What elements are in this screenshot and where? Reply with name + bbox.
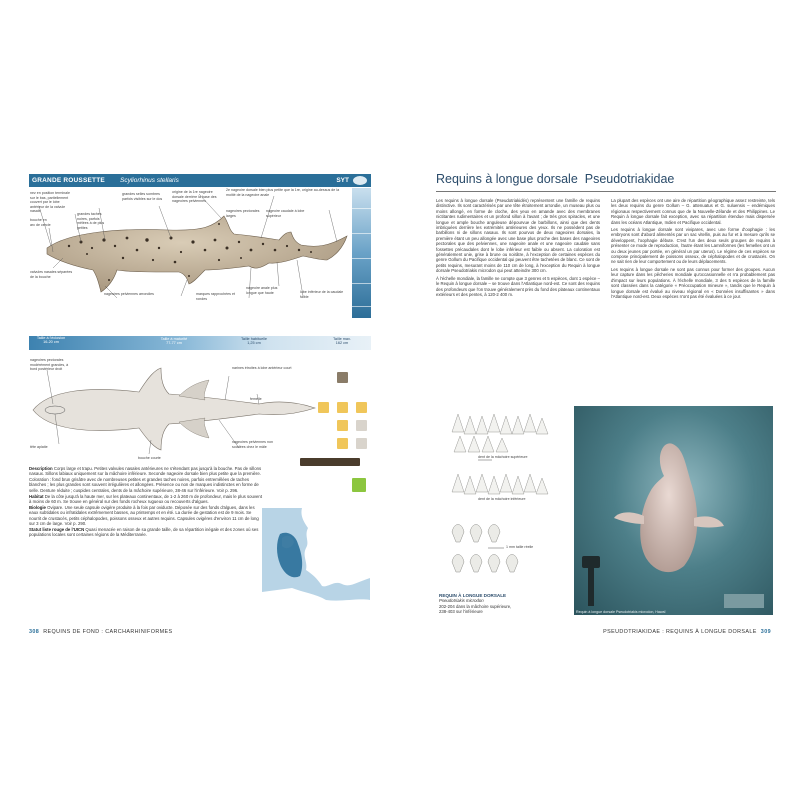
depth-gauge <box>352 188 371 318</box>
status-badge <box>352 478 366 492</box>
callout-anal-fin: nageoire anale plus longue que haute <box>246 286 278 295</box>
size-maturity: Taille à maturité 77-77 cm <box>160 337 188 346</box>
photo-shark <box>640 443 697 572</box>
callout-close-marks: marques rapprochées et rondes <box>196 292 235 301</box>
title-divider <box>436 191 776 192</box>
left-footer <box>29 629 173 635</box>
thumbnail-icon <box>318 402 329 413</box>
chapter-title <box>436 172 674 186</box>
size-scale-band <box>29 336 371 350</box>
running-head-left: REQUINS DE FOND : CARCHARHINIFORMES <box>43 629 173 635</box>
callout-second-dorsal: 2e nageoire dorsale bien plus petite que la 1re, origine au-dessus de la moitié de la nageoire anale <box>226 188 340 197</box>
callout-pectoral-moderate: nageoires pectorales modérément grandes, à bord postérieur droit <box>30 358 69 372</box>
species-header-bar <box>29 174 371 187</box>
callout-pelvic-rounded: nageoires pelviennes arrondies <box>104 292 154 296</box>
thumbnail-photo <box>337 372 348 383</box>
thumbnail-icon <box>356 438 367 449</box>
range-map <box>262 508 370 620</box>
caption-latin: Pseudotriakis microdon <box>439 598 484 604</box>
species-common-name: GRANDE ROUSSETTE <box>32 176 105 184</box>
thumbnail-icon <box>337 420 348 431</box>
page-number-right: 309 <box>760 629 771 635</box>
eye-icon <box>353 176 367 185</box>
thumbnail-icon <box>356 420 367 431</box>
thumbnail-icon <box>356 402 367 413</box>
column-2-paragraph: Les requins à longue dorsale ne sont pas connus pour former des groupes. Aucun leur capture dans les pêcheries mondiale qu'occasionnelle et n'a probablement pas d'impact sur leurs populations. À l'échelle mondiale, 3 des 5 espèces de la famille sont classées dans la catégorie « Préoccupation mineure », tandis que le Requin à longue dorsale est évalué au niveau régional en « Données insuffisantes » dans l'Atlantique nord-est. Deux espèces n'ont pas été évaluées à ce jour. <box>611 266 775 299</box>
callout-caudal-lobe: nageoire caudale à lobe supérieur <box>266 209 305 218</box>
species-caption <box>439 593 564 615</box>
callout-large-spots: grandes taches noires, parfois mêlées à de plus petites <box>77 212 105 230</box>
biology-paragraph: Biologie Ovipare. Une seule capsule ovigère produite à la fois par oviducte. Déposée sur des fonds d'algues, dans les eaux subtidales ou infratidales extrêmement basses, au printemps et en été. La durée de gestation est de 9 mois. Se nourrit de crustacés, petits céphalopodes, poissons osseux et autres requins. Capsules ovigères d'environ 11 cm de long sur 3 cm de large. Voir p. 290. <box>29 504 259 527</box>
callout-nose: nez en position terminale sur le bas, partiellement couvert par le lobe antérieur de la valvule nasale <box>30 191 70 214</box>
callout-dark-saddles: grandes selles sombres parfois visibles sur le dos <box>122 192 163 201</box>
callout-female: femelle <box>250 397 262 401</box>
photo-caption: Requin à longue dorsale Pseudotriakis microdon, Hawaï <box>576 610 666 614</box>
callout-flat-head: tête aplatie <box>30 445 48 449</box>
callout-lower-caudal: lobe inférieur de la caudale faible <box>300 290 344 299</box>
callout-nasal-flaps: valvules nasales séparées de la bouche <box>30 270 73 279</box>
shark-ventral-illustration <box>29 356 319 466</box>
column-2-paragraph: La plupart des espèces ont une aire de répartition géographique assez restreinte, tels les deux requins du genre Gollum – G. attenuatus et G. suluensis – endémiques régionaux respectivement connus que de la Nouvelle-Zélande et des Philippines. Le Requin à longue dorsale fait exception, avec sa répartition étendue mais dispersée dans les océans Atlantique, Indien et Pacifique occidental. <box>611 198 775 225</box>
photo-scene <box>574 406 773 615</box>
running-head-right: PSEUDOTRIAKIDAE : REQUINS À LONGUE DORSALE <box>603 629 757 635</box>
callout-first-dorsal: origine de la 1re nageoire dorsale derrière la base des nageoires pelviennes <box>172 190 217 204</box>
thumbnail-icon <box>337 438 348 449</box>
callout-broad-pectorals: nageoires pectorales larges <box>226 209 260 218</box>
thumbnail-icon <box>337 402 348 413</box>
callout-narrow-nostrils: narines étroites à lobe antérieur court <box>232 366 292 370</box>
species-latin-name: Scyliorhinus stellaris <box>120 176 179 184</box>
silhouette-row <box>300 458 360 466</box>
iucn-paragraph: Statut liste rouge de l'UICN Quasi menacée en raison de sa grande taille, de sa répartition inégale et des zones où ses populations locales sont certaines régions de la Méditerranée. <box>29 526 259 538</box>
species-description <box>29 466 264 538</box>
caption-title: REQUIN À LONGUE DORSALE <box>439 593 507 598</box>
lower-teeth-row <box>452 474 548 494</box>
upper-teeth-row <box>452 414 548 452</box>
species-code: SYT <box>336 176 349 184</box>
size-max: Taille max. 162 cm <box>333 337 351 346</box>
size-usual: Taille habituelle 1,25 cm <box>241 337 267 346</box>
callout-pelvic-male: nageoires pelviennes non soudées chez le mâle <box>232 440 273 449</box>
size-hatch: Taille à l'éclosion 16-20 cm <box>36 336 66 345</box>
text-column-2 <box>611 198 775 299</box>
teeth-scale: 1 mm taille réelle <box>506 545 534 549</box>
caption-line-1: 202-204 dans la mâchoire supérieure, <box>439 603 512 609</box>
caption-line-2: 238-403 sur l'inférieure <box>439 609 483 615</box>
callout-mouth: bouche en arc de cercle <box>30 218 51 227</box>
teeth-label-upper: dent de la mâchoire supérieure <box>478 455 528 459</box>
callout-short-mouth: bouche courte <box>138 456 161 460</box>
description-paragraph: Description Corps large et trapu. Petites valvules nasales antérieures ne s'étendant pas jusqu'à la bouche. Pas de sillons nasaux. Sillons labiaux uniquement sur la mâchoire inférieure. Seconde nageoire dorsale bien plus petite que la première. Coloration : fond brun grisâtre avec de nombreuses petites et grandes taches noires, parfois entremêlées de taches blanches ; les plus grandes sont souvent irrégulières et allongées. Présence ou non de marques indistinctes en forme de selle. Denture réduite ; cuspides centrales, dents de la mâchoire supérieure, 38-46 sur l'inférieure. Voir p. 296. <box>29 466 262 493</box>
text-column-1 <box>436 198 600 297</box>
shark-ventral-body <box>33 368 315 450</box>
chapter-title-latin: Pseudotriakidae <box>584 172 675 186</box>
column-2-paragraph: Les requins à longue dorsale sont vivipares, avec une forme d'oophagie : les embryons sont d'abord alimentés par un sac vitellin, puis au fur et à mesure qu'ils se développent, l'oophagie débute. C'est l'un des deux seuls groupes de requins à présenter ce mode de reproduction, l'autre étant les Lamniformes (les femelles ont un ou deux jeunes par portée, en général un par uterus). Le régime de ces espèces se compose principalement de poissons osseux, de céphalopodes et de crustacés. On ne sait rien de leur comportement ou de leurs déplacements. <box>611 227 775 265</box>
chapter-title-french: Requins à longue dorsale <box>436 172 578 186</box>
habitat-paragraph: Habitat De la côte jusqu'à la haute mer, sur les plateaux continentaux, de 1-2 à 260 m de profondeur, mais le plus souvent à moins de 60 m. Se trouve en général sur des fonds rocheux rugueux ou recouverts d'algues. <box>29 493 263 504</box>
column-1-paragraph: Les requins à longue dorsale (Pseudotriakidés) représentent une famille de requins distinctive. Ils sont caractérisés par une tête étroitement arrondie, un museau plus ou moins allongé, en forme de cloche, des yeux en amande avec des membranes nictitantes rudimentaires et un profond sillon à l'avant ; de très gros spiracles, et une longue et ample bouche anguleuse dépourvue de barbillons, ainsi que des dents imbriquées derrière les extrémités antérieures des yeux. Ils ne possèdent pas de barbillons ni de sillons nasaux. Ils sont pourvus de deux nageoires dorsales, la première étant un peu allongée avec une base plus proche des bases des nageoires pectorales que des pelviennes, une nageoire anale et une nageoire caudale sans fossettes précaudales dont le lobe inférieur est faible ou absent. La coloration est généralement unie, grise à brune ou noirâtre, à l'exception de certaines espèces du genre Gollum du Pacifique occidental qui peuvent être tachetées de blanc. Ce sont de petits requins, mesurant moins de 110 cm de long, à l'exception du Requin à longue dorsale Pseudotriakis microdon qui peut atteindre 300 cm. <box>436 198 600 274</box>
column-1-paragraph: À l'échelle mondiale, la famille ne compte que 3 genres et 5 espèces, dont 1 espèce – le Requin à longue dorsale – se trouve dans l'Atlantique nord-est. Ce sont des requins des profondeurs que l'on trouve généralement près du fond des plateaux continentaux extérieurs et des pentes, à 120-2 400 m. <box>436 275 600 297</box>
camera-rig <box>582 556 600 568</box>
right-footer <box>603 629 771 635</box>
page-number-left: 308 <box>29 629 40 635</box>
teeth-label-lower: dent de la mâchoire inférieure <box>478 497 526 501</box>
shark-photo <box>574 406 773 615</box>
right-page <box>400 0 800 800</box>
